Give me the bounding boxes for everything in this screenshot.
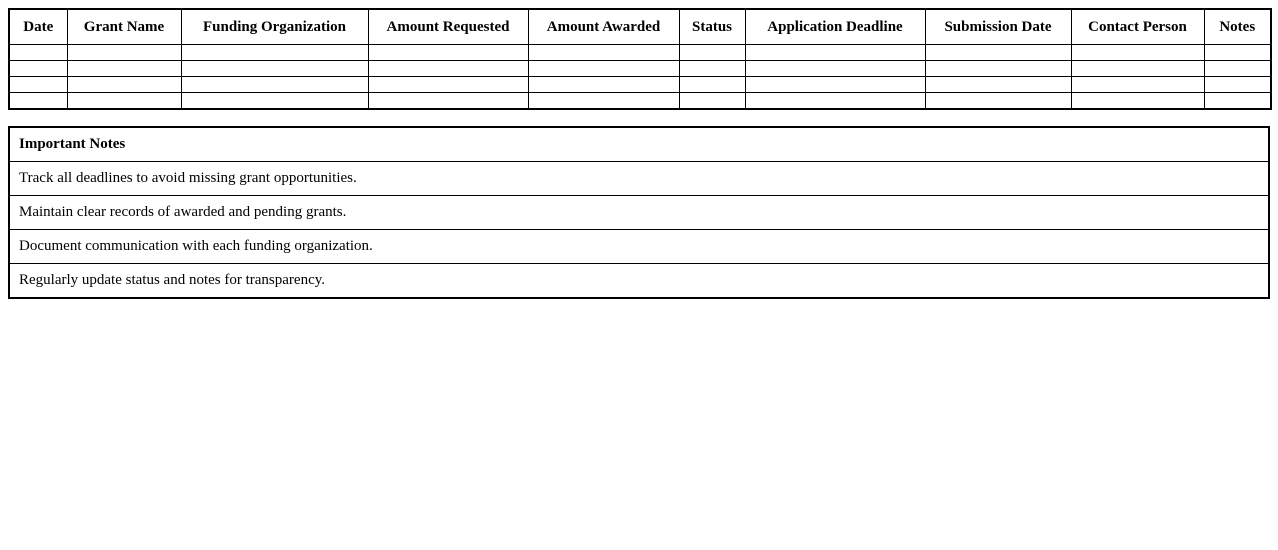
important-notes-table — [8, 126, 1270, 299]
table-cell — [368, 93, 528, 110]
table-cell — [1204, 45, 1271, 61]
grant-table-row — [9, 45, 1271, 61]
table-cell — [9, 45, 67, 61]
note-text: Track all deadlines to avoid missing grant opportunities. — [9, 162, 1269, 196]
column-header-status: Status — [679, 9, 745, 45]
column-header-amount-awarded: Amount Awarded — [528, 9, 679, 45]
table-cell — [745, 45, 925, 61]
table-cell — [679, 77, 745, 93]
notes-title: Important Notes — [9, 127, 1269, 162]
table-cell — [9, 61, 67, 77]
table-cell — [9, 77, 67, 93]
column-header-notes: Notes — [1204, 9, 1271, 45]
note-row — [9, 230, 1269, 264]
table-cell — [67, 45, 181, 61]
table-cell — [745, 61, 925, 77]
column-header-submission-date: Submission Date — [925, 9, 1071, 45]
column-header-contact-person: Contact Person — [1071, 9, 1204, 45]
grant-tracking-table — [8, 8, 1272, 110]
table-cell — [1204, 77, 1271, 93]
note-text: Regularly update status and notes for transparency. — [9, 264, 1269, 299]
note-text: Document communication with each funding organization. — [9, 230, 1269, 264]
column-header-funding-organization: Funding Organization — [181, 9, 368, 45]
table-cell — [1071, 77, 1204, 93]
table-cell — [528, 77, 679, 93]
table-cell — [67, 77, 181, 93]
table-cell — [368, 61, 528, 77]
table-cell — [745, 93, 925, 110]
table-cell — [925, 93, 1071, 110]
table-cell — [67, 93, 181, 110]
table-cell — [528, 61, 679, 77]
note-row — [9, 162, 1269, 196]
table-cell — [679, 45, 745, 61]
table-cell — [67, 61, 181, 77]
grant-table-header-row — [9, 9, 1271, 45]
grant-table-row — [9, 77, 1271, 93]
grant-table-row — [9, 93, 1271, 110]
table-cell — [1071, 45, 1204, 61]
column-header-application-deadline: Application Deadline — [745, 9, 925, 45]
table-cell — [745, 77, 925, 93]
notes-title-row — [9, 127, 1269, 162]
column-header-date: Date — [9, 9, 67, 45]
table-cell — [925, 77, 1071, 93]
table-cell — [925, 61, 1071, 77]
table-cell — [679, 93, 745, 110]
note-text: Maintain clear records of awarded and pending grants. — [9, 196, 1269, 230]
table-cell — [368, 77, 528, 93]
table-cell — [368, 45, 528, 61]
table-cell — [181, 93, 368, 110]
grant-table-row — [9, 61, 1271, 77]
table-cell — [181, 45, 368, 61]
table-cell — [925, 45, 1071, 61]
table-cell — [528, 45, 679, 61]
document-content — [8, 8, 1270, 299]
table-cell — [1071, 61, 1204, 77]
table-cell — [528, 93, 679, 110]
table-cell — [679, 61, 745, 77]
table-cell — [1204, 93, 1271, 110]
table-cell — [9, 93, 67, 110]
table-cell — [1204, 61, 1271, 77]
column-header-grant-name: Grant Name — [67, 9, 181, 45]
note-row — [9, 264, 1269, 299]
column-header-amount-requested: Amount Requested — [368, 9, 528, 45]
table-cell — [181, 61, 368, 77]
table-cell — [1071, 93, 1204, 110]
table-cell — [181, 77, 368, 93]
note-row — [9, 196, 1269, 230]
